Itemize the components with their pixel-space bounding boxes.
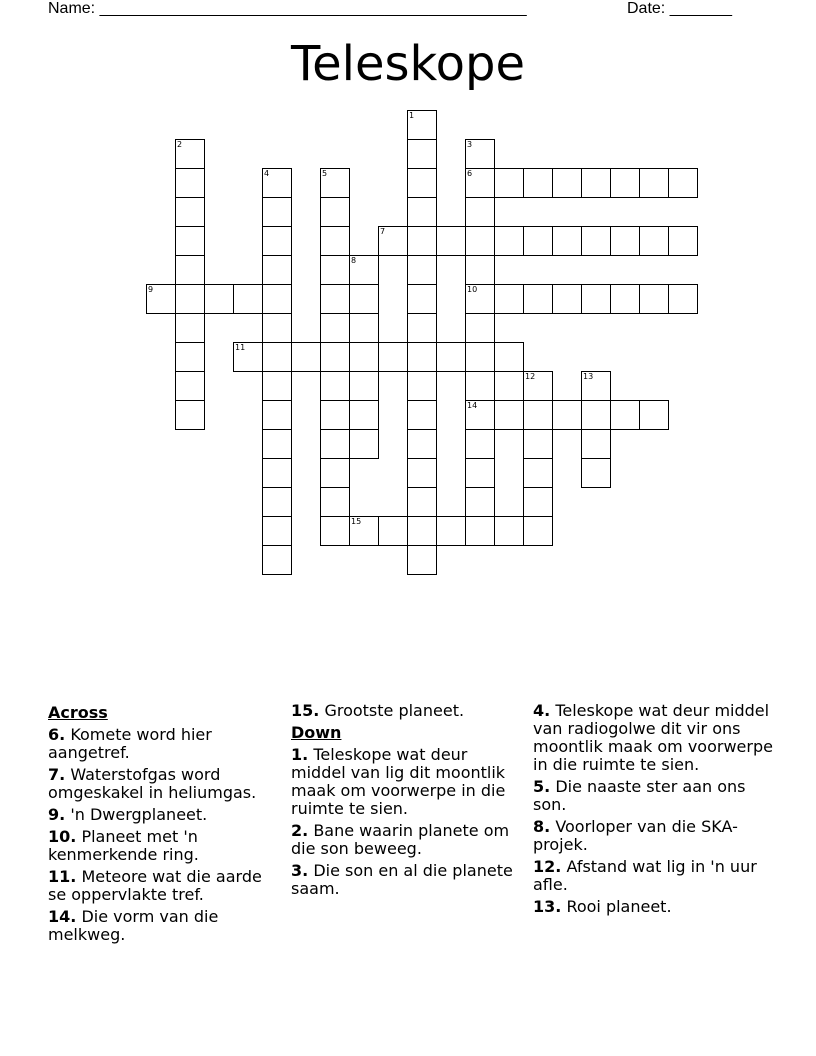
clue-down bbox=[533, 702, 773, 774]
clue-text: 'n Dwergplaneet. bbox=[70, 805, 208, 824]
crossword-cell[interactable] bbox=[320, 313, 350, 343]
crossword-cell[interactable] bbox=[639, 168, 669, 198]
clue-number: 12. bbox=[533, 857, 562, 876]
crossword-cell[interactable] bbox=[175, 139, 205, 169]
clue-down bbox=[291, 822, 523, 858]
clue-text: Teleskope wat deur middel van radiogolwe dit vir ons moontlik maak om voorwerpe in die ruimte te sien. bbox=[533, 701, 773, 774]
crossword-cell[interactable] bbox=[407, 371, 437, 401]
date-field-line: Date: _______ bbox=[627, 0, 732, 17]
crossword-cell[interactable] bbox=[523, 400, 553, 430]
crossword-cell[interactable] bbox=[523, 284, 553, 314]
crossword-cell[interactable] bbox=[465, 516, 495, 546]
crossword-cell[interactable] bbox=[175, 400, 205, 430]
crossword-cell[interactable] bbox=[175, 226, 205, 256]
crossword-cell[interactable] bbox=[407, 255, 437, 285]
clue-number: 3. bbox=[291, 861, 309, 880]
clue-across bbox=[291, 702, 523, 720]
crossword-cell[interactable] bbox=[291, 342, 321, 372]
crossword-cell[interactable] bbox=[465, 487, 495, 517]
page-title: Teleskope bbox=[290, 36, 526, 92]
clue-across bbox=[48, 828, 280, 864]
crossword-cell[interactable] bbox=[523, 487, 553, 517]
crossword-cell[interactable] bbox=[494, 284, 524, 314]
clue-text: Die son en al die planete saam. bbox=[291, 861, 513, 898]
crossword-cell[interactable] bbox=[407, 110, 437, 140]
crossword-cell[interactable] bbox=[320, 429, 350, 459]
crossword-cell[interactable] bbox=[407, 226, 437, 256]
crossword-cell[interactable] bbox=[262, 313, 292, 343]
crossword-cell[interactable] bbox=[494, 342, 524, 372]
cell-number: 9 bbox=[148, 285, 154, 294]
crossword-cell[interactable] bbox=[407, 429, 437, 459]
crossword-cell[interactable] bbox=[494, 168, 524, 198]
crossword-cell[interactable] bbox=[320, 516, 350, 546]
cell-number: 2 bbox=[177, 140, 183, 149]
clue-column-1 bbox=[48, 702, 280, 948]
crossword-cell[interactable] bbox=[523, 226, 553, 256]
name-field-line: Name: ________________________________________________ bbox=[48, 0, 527, 17]
crossword-cell[interactable] bbox=[639, 226, 669, 256]
clue-number: 11. bbox=[48, 867, 77, 886]
crossword-cell[interactable] bbox=[407, 284, 437, 314]
crossword-cell[interactable] bbox=[581, 458, 611, 488]
crossword-cell[interactable] bbox=[465, 342, 495, 372]
crossword-cell[interactable] bbox=[639, 400, 669, 430]
clue-down bbox=[291, 746, 523, 818]
crossword-cell[interactable] bbox=[407, 545, 437, 575]
clue-number: 2. bbox=[291, 821, 309, 840]
crossword-cell[interactable] bbox=[639, 284, 669, 314]
crossword-cell[interactable] bbox=[320, 284, 350, 314]
crossword-cell[interactable] bbox=[204, 284, 234, 314]
crossword-cell[interactable] bbox=[465, 284, 495, 314]
cell-number: 8 bbox=[351, 256, 357, 265]
crossword-cell[interactable] bbox=[262, 400, 292, 430]
crossword-cell[interactable] bbox=[552, 284, 582, 314]
clue-down bbox=[533, 898, 773, 916]
clue-column-3 bbox=[533, 702, 773, 920]
crossword-cell[interactable] bbox=[175, 284, 205, 314]
crossword-cell[interactable] bbox=[668, 284, 698, 314]
crossword-cell[interactable] bbox=[349, 516, 379, 546]
crossword-cell[interactable] bbox=[320, 400, 350, 430]
crossword-cell[interactable] bbox=[233, 342, 263, 372]
crossword-cell[interactable] bbox=[581, 226, 611, 256]
crossword-cell[interactable] bbox=[581, 400, 611, 430]
clue-text: Meteore wat die aarde se oppervlakte tref. bbox=[48, 867, 262, 904]
clue-number: 15. bbox=[291, 701, 320, 720]
crossword-cell[interactable] bbox=[349, 342, 379, 372]
crossword-cell[interactable] bbox=[262, 371, 292, 401]
clue-down bbox=[533, 818, 773, 854]
clue-number: 6. bbox=[48, 725, 66, 744]
crossword-cell[interactable] bbox=[320, 342, 350, 372]
crossword-cell[interactable] bbox=[494, 516, 524, 546]
cell-number: 3 bbox=[467, 140, 473, 149]
clue-text: Bane waarin planete om die son beweeg. bbox=[291, 821, 510, 858]
crossword-cell[interactable] bbox=[320, 487, 350, 517]
crossword-cell[interactable] bbox=[523, 458, 553, 488]
crossword-cell[interactable] bbox=[581, 429, 611, 459]
crossword-cell[interactable] bbox=[320, 458, 350, 488]
crossword-cell[interactable] bbox=[581, 284, 611, 314]
clue-column-2 bbox=[291, 702, 523, 902]
clue-across bbox=[48, 908, 280, 944]
clue-number: 4. bbox=[533, 701, 551, 720]
crossword-cell[interactable] bbox=[552, 400, 582, 430]
crossword-cell[interactable] bbox=[465, 255, 495, 285]
crossword-cell[interactable] bbox=[175, 197, 205, 227]
cell-number: 5 bbox=[322, 169, 328, 178]
crossword-cell[interactable] bbox=[523, 516, 553, 546]
crossword-cell[interactable] bbox=[436, 516, 466, 546]
cell-number: 1 bbox=[409, 111, 415, 120]
crossword-cell[interactable] bbox=[262, 284, 292, 314]
crossword-cell[interactable] bbox=[262, 487, 292, 517]
down-heading: Down bbox=[291, 723, 342, 742]
clue-down bbox=[291, 862, 523, 898]
crossword-cell[interactable] bbox=[465, 226, 495, 256]
crossword-cell[interactable] bbox=[668, 168, 698, 198]
clue-text: Teleskope wat deur middel van lig dit moontlik maak om voorwerpe in die ruimte te sien. bbox=[291, 745, 506, 818]
crossword-cell[interactable] bbox=[407, 342, 437, 372]
crossword-cell[interactable] bbox=[436, 226, 466, 256]
crossword-cell[interactable] bbox=[262, 342, 292, 372]
crossword-cell[interactable] bbox=[320, 168, 350, 198]
cell-number: 12 bbox=[525, 372, 536, 381]
crossword-cell[interactable] bbox=[175, 371, 205, 401]
clue-number: 7. bbox=[48, 765, 66, 784]
crossword-cell[interactable] bbox=[233, 284, 263, 314]
crossword-cell[interactable] bbox=[465, 168, 495, 198]
crossword-cell[interactable] bbox=[320, 226, 350, 256]
crossword-cell[interactable] bbox=[378, 342, 408, 372]
crossword-cell[interactable] bbox=[610, 168, 640, 198]
crossword-cell[interactable] bbox=[175, 168, 205, 198]
crossword-cell[interactable] bbox=[262, 168, 292, 198]
crossword-cell[interactable] bbox=[494, 226, 524, 256]
crossword-cell[interactable] bbox=[262, 429, 292, 459]
crossword-cell[interactable] bbox=[465, 371, 495, 401]
crossword-cell[interactable] bbox=[407, 487, 437, 517]
crossword-cell[interactable] bbox=[262, 255, 292, 285]
crossword-cell[interactable] bbox=[378, 516, 408, 546]
clue-text: Die vorm van die melkweg. bbox=[48, 907, 219, 944]
crossword-cell[interactable] bbox=[175, 255, 205, 285]
crossword-cell[interactable] bbox=[523, 429, 553, 459]
crossword-cell[interactable] bbox=[552, 168, 582, 198]
crossword-cell[interactable] bbox=[523, 371, 553, 401]
clue-number: 1. bbox=[291, 745, 309, 764]
cell-number: 6 bbox=[467, 169, 473, 178]
crossword-cell[interactable] bbox=[465, 313, 495, 343]
crossword-cell[interactable] bbox=[465, 458, 495, 488]
cell-number: 15 bbox=[351, 517, 362, 526]
clue-across bbox=[48, 766, 280, 802]
clue-down bbox=[533, 778, 773, 814]
clue-number: 14. bbox=[48, 907, 77, 926]
crossword-cell[interactable] bbox=[349, 255, 379, 285]
clue-down bbox=[533, 858, 773, 894]
crossword-cell[interactable] bbox=[320, 255, 350, 285]
crossword-cell[interactable] bbox=[581, 168, 611, 198]
clue-text: Grootste planeet. bbox=[324, 701, 465, 720]
crossword-cell[interactable] bbox=[407, 516, 437, 546]
crossword-cell[interactable] bbox=[349, 313, 379, 343]
crossword-cell[interactable] bbox=[407, 313, 437, 343]
crossword-cell[interactable] bbox=[262, 516, 292, 546]
crossword-cell[interactable] bbox=[610, 284, 640, 314]
crossword-cell[interactable] bbox=[407, 458, 437, 488]
cell-number: 13 bbox=[583, 372, 594, 381]
clue-across bbox=[48, 806, 280, 824]
crossword-cell[interactable] bbox=[407, 168, 437, 198]
crossword-cell[interactable] bbox=[175, 342, 205, 372]
clue-text: Afstand wat lig in 'n uur afle. bbox=[533, 857, 757, 894]
crossword-cell[interactable] bbox=[465, 400, 495, 430]
clue-across bbox=[48, 726, 280, 762]
crossword-cell[interactable] bbox=[349, 284, 379, 314]
crossword-cell[interactable] bbox=[349, 400, 379, 430]
clue-number: 8. bbox=[533, 817, 551, 836]
clue-text: Waterstofgas word omgeskakel in heliumgas. bbox=[48, 765, 257, 802]
crossword-cell[interactable] bbox=[610, 400, 640, 430]
crossword-cell[interactable] bbox=[349, 429, 379, 459]
crossword-cell[interactable] bbox=[436, 342, 466, 372]
crossword-cell[interactable] bbox=[320, 371, 350, 401]
crossword-cell[interactable] bbox=[407, 400, 437, 430]
clue-text: Voorloper van die SKA-projek. bbox=[533, 817, 738, 854]
clue-number: 10. bbox=[48, 827, 77, 846]
crossword-cell[interactable] bbox=[378, 226, 408, 256]
cell-number: 14 bbox=[467, 401, 478, 410]
crossword-cell[interactable] bbox=[262, 226, 292, 256]
crossword-cell[interactable] bbox=[668, 226, 698, 256]
crossword-cell[interactable] bbox=[262, 458, 292, 488]
across-heading: Across bbox=[48, 703, 108, 722]
crossword-cell[interactable] bbox=[146, 284, 176, 314]
clue-text: Planeet met 'n kenmerkende ring. bbox=[48, 827, 199, 864]
cell-number: 4 bbox=[264, 169, 270, 178]
crossword-cell[interactable] bbox=[407, 139, 437, 169]
crossword-cell[interactable] bbox=[175, 313, 205, 343]
clue-across bbox=[48, 868, 280, 904]
crossword-cell[interactable] bbox=[581, 371, 611, 401]
crossword-cell[interactable] bbox=[465, 139, 495, 169]
crossword-cell[interactable] bbox=[262, 545, 292, 575]
clue-number: 9. bbox=[48, 805, 66, 824]
crossword-cell[interactable] bbox=[465, 429, 495, 459]
crossword-cell[interactable] bbox=[407, 197, 437, 227]
clue-number: 5. bbox=[533, 777, 551, 796]
crossword-cell[interactable] bbox=[523, 168, 553, 198]
clue-text: Rooi planeet. bbox=[566, 897, 672, 916]
cell-number: 10 bbox=[467, 285, 478, 294]
crossword-cell[interactable] bbox=[465, 197, 495, 227]
clue-text: Komete word hier aangetref. bbox=[48, 725, 212, 762]
crossword-cell[interactable] bbox=[610, 226, 640, 256]
cell-number: 7 bbox=[380, 227, 386, 236]
crossword-cell[interactable] bbox=[494, 400, 524, 430]
crossword-cell[interactable] bbox=[552, 226, 582, 256]
crossword-cell[interactable] bbox=[349, 371, 379, 401]
crossword-cell[interactable] bbox=[320, 197, 350, 227]
crossword-cell[interactable] bbox=[262, 197, 292, 227]
clue-text: Die naaste ster aan ons son. bbox=[533, 777, 746, 814]
clue-number: 13. bbox=[533, 897, 562, 916]
cell-number: 11 bbox=[235, 343, 246, 352]
